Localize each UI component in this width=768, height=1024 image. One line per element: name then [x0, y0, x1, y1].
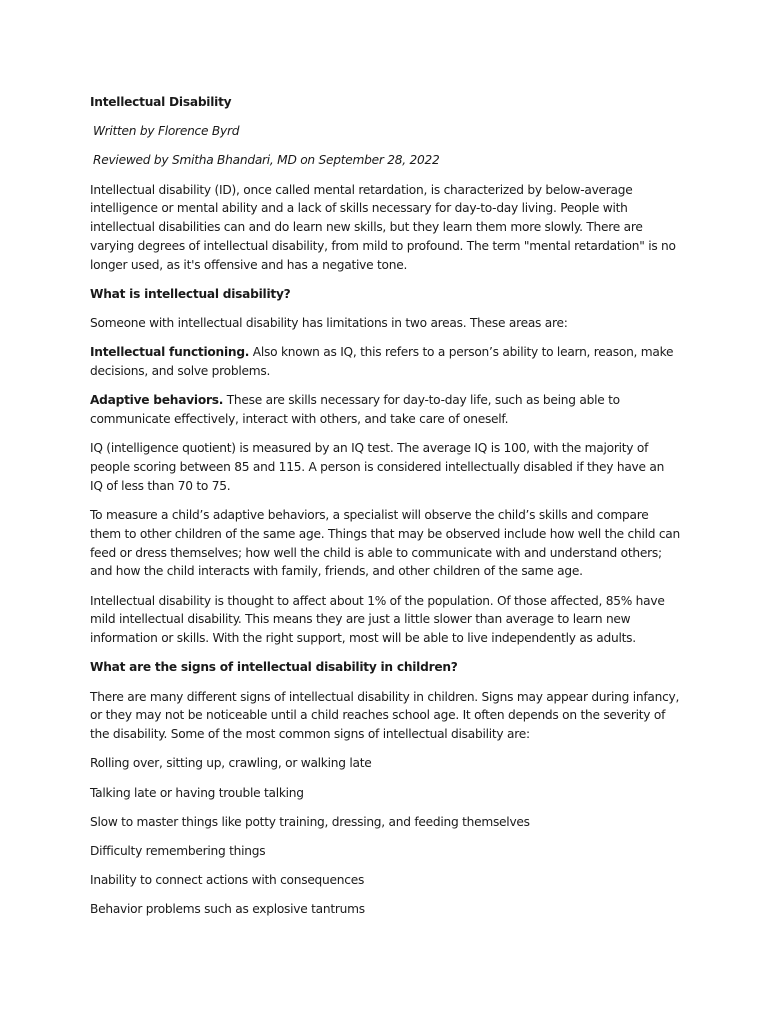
- area-term: Intellectual functioning.: [90, 345, 250, 360]
- area-term: Adaptive behaviors.: [90, 393, 224, 408]
- sign-item: Behavior problems such as explosive tantrums: [90, 902, 365, 917]
- sign-item: Inability to connect actions with consequences: [90, 873, 365, 888]
- review-line: Reviewed by Smitha Bhandari, MD on September 28, 2022: [93, 153, 440, 168]
- author-byline: Written by Florence Byrd: [93, 124, 240, 139]
- section-heading: What are the signs of intellectual disability in children?: [90, 660, 458, 675]
- sign-item: Talking late or having trouble talking: [90, 785, 304, 800]
- area-description: These are skills necessary for day-to-day life, such as being able to communicate effectively, interact with others, and take care of oneself.: [90, 393, 620, 427]
- area-item: [90, 391, 680, 429]
- iq-paragraph: IQ (intelligence quotient) is measured by an IQ test. The average IQ is 100, with the majority of people scoring between 85 and 115. A person is considered intellectually disabled if they have an IQ of less than 70 to 75.: [90, 441, 665, 493]
- adaptive-paragraph: To measure a child’s adaptive behaviors, a specialist will observe the child’s skills and compare them to other children of the same age. Things that may be observed include how well the child can feed or dress themselves; how well the child is able to communicate with and understand others; and how the child interacts with family, friends, and other children of the same age.: [90, 508, 680, 579]
- section-heading: What is intellectual disability?: [90, 286, 291, 301]
- sign-item: Rolling over, sitting up, crawling, or walking late: [90, 756, 372, 771]
- intro-paragraph: Intellectual disability (ID), once called mental retardation, is characterized by below-average intelligence or mental ability and a lack of skills necessary for day-to-day living. People with intellectual disabilities can and do learn new skills, but they learn them more slowly. There are varying degrees of intellectual disability, from mild to profound. The term "mental retardation" is no longer used, as it's offensive and has a negative tone.: [90, 182, 676, 272]
- section-lead: Someone with intellectual disability has limitations in two areas. These areas are:: [90, 316, 568, 331]
- document-page: [90, 93, 680, 930]
- section-lead: There are many different signs of intellectual disability in children. Signs may appear during infancy, or they may not be noticeable until a child reaches school age. It often depends on the severity of the disability. Some of the most common signs of intellectual disability are:: [90, 689, 680, 742]
- area-item: [90, 343, 680, 381]
- document-title: Intellectual Disability: [90, 95, 232, 109]
- prevalence-paragraph: Intellectual disability is thought to affect about 1% of the population. Of those affected, 85% have mild intellectual disability. This means they are just a little slower than average to learn new information or skills. With the right support, most will be able to live independently as adults.: [90, 593, 665, 646]
- sign-item: Slow to master things like potty training, dressing, and feeding themselves: [90, 814, 530, 829]
- area-description: Also known as IQ, this refers to a person’s ability to learn, reason, make decisions, and solve problems.: [90, 345, 674, 379]
- sign-item: Difficulty remembering things: [90, 843, 266, 858]
